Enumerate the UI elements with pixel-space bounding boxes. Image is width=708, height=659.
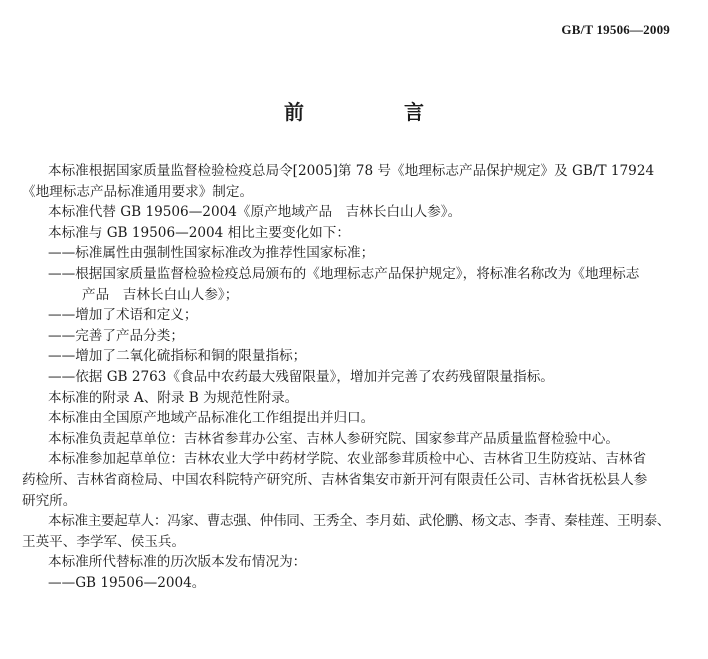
text-line: 本标准根据国家质量监督检验检疫总局令[2005]第 78 号《地理标志产品保护规定》及 GB/T 17924 [48, 163, 655, 179]
text-line: 本标准由全国原产地域产品标准化工作组提出并归口。 [48, 410, 375, 427]
text-line: ——GB 19506—2004。 [48, 574, 206, 591]
text-line: ——依据 GB 2763《食品中农药最大残留限量》，增加并完善了农药残留限量指标。 [48, 368, 554, 385]
text-line: 本标准主要起草人：冯家、曹志强、仲伟同、王秀全、李月茹、武伦鹏、杨文志、李青、秦桂莲、王明泰、 [48, 513, 670, 530]
text-line: 研究所。 [22, 492, 77, 509]
text-line: 王英平、李学军、侯玉兵。 [22, 533, 186, 550]
text-line: ——根据国家质量监督检验检疫总局颁布的《地理标志产品保护规定》，将标准名称改为《地理标志 [48, 265, 640, 282]
foreword-body [22, 161, 670, 593]
text-line: ——增加了术语和定义； [48, 307, 198, 324]
text-line: 产品 吉林长白山人参》； [82, 286, 239, 303]
page-title: 前 言 [284, 100, 464, 124]
text-line: 本标准的附录 A、附录 B 为规范性附录。 [48, 389, 299, 406]
text-line: ——标准属性由强制性国家标准改为推荐性国家标准； [48, 245, 375, 262]
text-line: 本标准所代替标准的历次版本发布情况为： [48, 554, 307, 571]
text-line: 本标准代替 GB 19506—2004《原产地域产品 吉林长白山人参》。 [48, 204, 462, 221]
text-line: ——完善了产品分类； [48, 327, 184, 344]
text-line: 本标准参加起草单位：吉林农业大学中药材学院、农业部参茸质检中心、吉林省卫生防疫站、吉林省 [48, 451, 647, 468]
standard-code: GB/T 19506—2009 [561, 22, 670, 37]
text-line: 本标准负责起草单位：吉林省参茸办公室、吉林人参研究院、国家参茸产品质量监督检验中心。 [48, 430, 619, 447]
text-line: 药检所、吉林省商检局、中国农科院特产研究所、吉林省集安市新开河有限责任公司、吉林省抚松县人参 [22, 471, 648, 488]
text-line: 《地理标志产品标准通用要求》制定。 [22, 183, 254, 200]
text-line: 本标准与 GB 19506—2004 相比主要变化如下： [48, 224, 350, 241]
text-line: ——增加了二氧化硫指标和铜的限量指标； [48, 348, 307, 365]
